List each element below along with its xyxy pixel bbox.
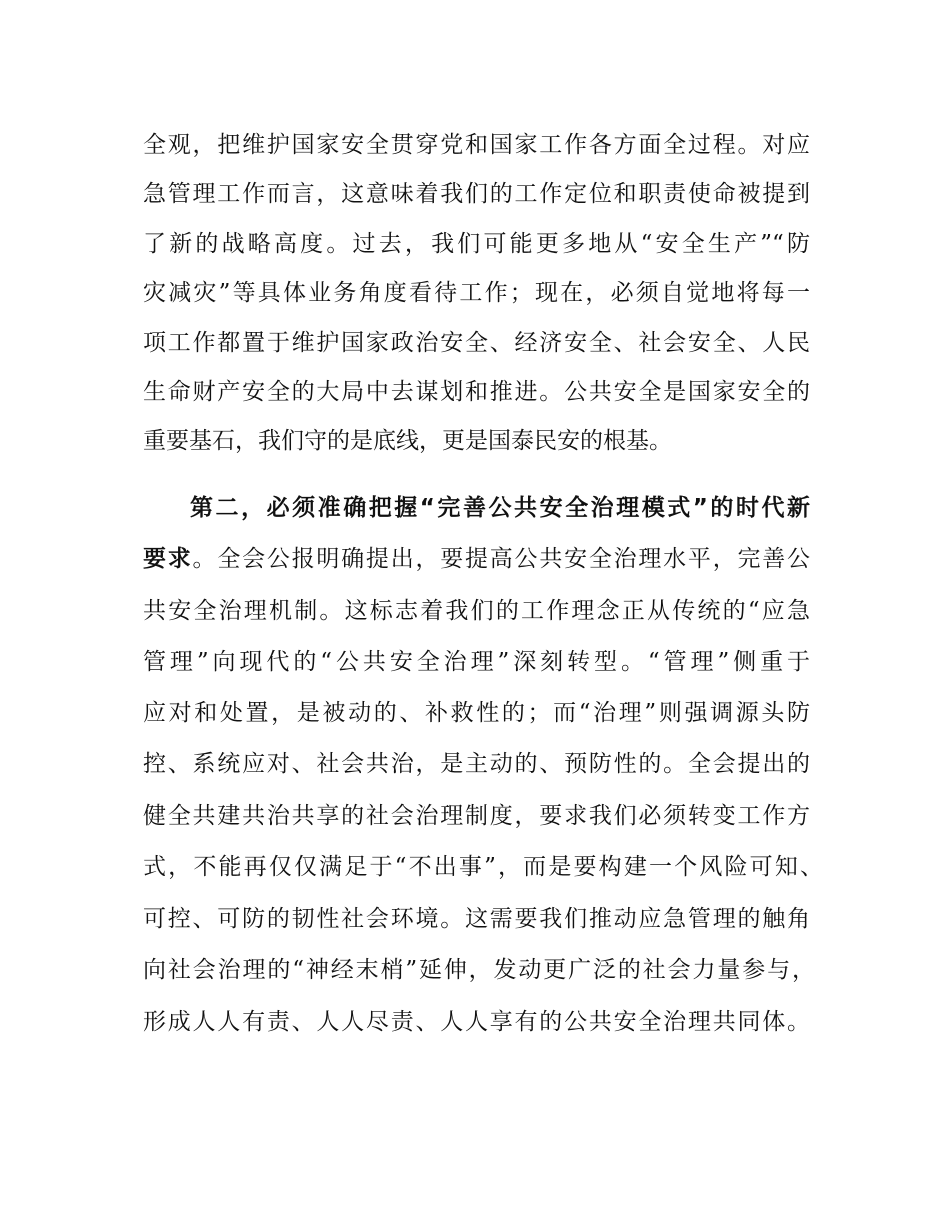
- text-line: 重要基石，我们守的是底线，更是国泰民安的根基。: [143, 428, 672, 454]
- text-line: 控、系统应对、社会共治，是主动的、预防性的。全会提出的: [143, 751, 810, 777]
- text-line: 形成人人有责、人人尽责、人人享有的公共安全治理共同体。: [143, 1009, 810, 1035]
- text-line: 生命财产安全的大局中去谋划和推进。公共安全是国家安全的: [143, 379, 810, 405]
- text-line: 健全共建共治共享的社会治理制度，要求我们必须转变工作方: [143, 803, 810, 829]
- text-line: 了新的战略高度。过去，我们可能更多地从“安全生产”“防: [143, 231, 810, 257]
- text-line: 可控、可防的韧性社会环境。这需要我们推动应急管理的触角: [143, 906, 810, 932]
- text-line: 灾减灾”等具体业务角度看待工作；现在，必须自觉地将每一: [143, 280, 810, 306]
- text-line: 向社会治理的“神经末梢”延伸，发动更广泛的社会力量参与，: [143, 957, 815, 983]
- section-heading: 第二，必须准确把握“完善公共安全治理模式”的时代新: [190, 495, 810, 521]
- text-line: 项工作都置于维护国家政治安全、经济安全、社会安全、人民: [143, 330, 810, 356]
- text-line: 急管理工作而言，这意味着我们的工作定位和职责使命被提到: [143, 181, 810, 207]
- text-line: 式，不能再仅仅满足于“不出事”，而是要构建一个风险可知、: [143, 854, 823, 880]
- section-heading-end: 要求: [143, 546, 193, 572]
- text-line: 全观，把维护国家安全贯穿党和国家工作各方面全过程。对应: [143, 132, 810, 158]
- text-line: 应对和处置，是被动的、补救性的；而“治理”则强调源头防: [143, 700, 810, 726]
- text-line-rest: 。全会公报明确提出，要提高公共安全治理水平，完善公: [192, 546, 811, 572]
- text-line: [143, 544, 810, 574]
- text-line: 管理”向现代的“公共安全治理”深刻转型。“管理”侧重于: [143, 649, 810, 675]
- text-line: 共安全治理机制。这标志着我们的工作理念正从传统的“应急: [143, 598, 810, 624]
